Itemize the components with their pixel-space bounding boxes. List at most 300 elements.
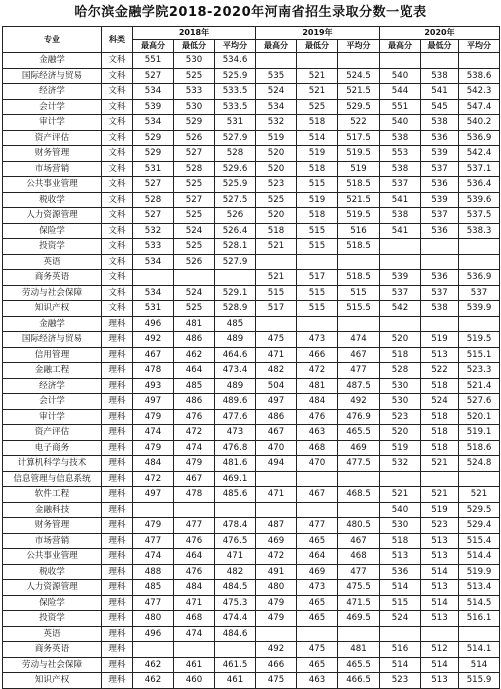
cell-2018-min: 524 bbox=[174, 223, 215, 239]
cell-2019-min: 515 bbox=[297, 285, 338, 301]
cell-2020-avg: 536.9 bbox=[459, 270, 500, 286]
cell-2018-avg: 461.5 bbox=[215, 657, 256, 673]
cell-major: 资产评估 bbox=[3, 130, 102, 146]
cell-2020-min: 523 bbox=[421, 518, 459, 534]
cell-2019-max: 517 bbox=[256, 301, 297, 317]
cell-2018-avg: 534.6 bbox=[215, 53, 256, 69]
table-row bbox=[3, 487, 500, 503]
cell-2019-avg: 465.5 bbox=[338, 657, 380, 673]
cell-category: 理科 bbox=[102, 316, 133, 332]
cell-major: 信息管理与信息系统 bbox=[3, 471, 102, 487]
cell-2020-min: 537 bbox=[421, 161, 459, 177]
cell-category: 理科 bbox=[102, 657, 133, 673]
cell-2019-min: 463 bbox=[297, 673, 338, 689]
cell-2018-max: 474 bbox=[133, 549, 174, 565]
cell-2018-max: 497 bbox=[133, 487, 174, 503]
table-row bbox=[3, 502, 500, 518]
cell-2018-min bbox=[174, 502, 215, 518]
cell-2020-max: 530 bbox=[380, 518, 421, 534]
header-year-2020: 2020年 bbox=[380, 27, 500, 40]
cell-2019-avg: 477 bbox=[338, 564, 380, 580]
cell-2019-avg: 469 bbox=[338, 440, 380, 456]
cell-2019-min bbox=[297, 53, 338, 69]
table-row bbox=[3, 146, 500, 162]
cell-major: 财务管理 bbox=[3, 518, 102, 534]
cell-2020-max bbox=[380, 471, 421, 487]
cell-2018-min: 530 bbox=[174, 53, 215, 69]
cell-2018-avg: 525.9 bbox=[215, 177, 256, 193]
cell-2020-min: 513 bbox=[421, 611, 459, 627]
cell-2019-min: 466 bbox=[297, 347, 338, 363]
cell-2018-avg: 527.9 bbox=[215, 130, 256, 146]
table-row bbox=[3, 564, 500, 580]
cell-category: 文科 bbox=[102, 270, 133, 286]
cell-2020-max: 538 bbox=[380, 161, 421, 177]
cell-2020-avg: 514.5 bbox=[459, 595, 500, 611]
cell-category: 文科 bbox=[102, 53, 133, 69]
cell-2018-avg: 469.1 bbox=[215, 471, 256, 487]
cell-2020-max: 524 bbox=[380, 611, 421, 627]
cell-2019-min: 515 bbox=[297, 239, 338, 255]
cell-2018-max: 477 bbox=[133, 533, 174, 549]
cell-category: 理科 bbox=[102, 673, 133, 689]
cell-2020-avg: 537.1 bbox=[459, 161, 500, 177]
cell-major: 金融科技 bbox=[3, 502, 102, 518]
table-row bbox=[3, 99, 500, 115]
cell-2018-max: 534 bbox=[133, 84, 174, 100]
table-row bbox=[3, 223, 500, 239]
cell-2018-min: 525 bbox=[174, 177, 215, 193]
cell-2018-max: 531 bbox=[133, 301, 174, 317]
cell-major: 金融学 bbox=[3, 53, 102, 69]
cell-2019-avg bbox=[338, 254, 380, 270]
cell-2018-max: 492 bbox=[133, 332, 174, 348]
cell-2020-max: 519 bbox=[380, 440, 421, 456]
cell-2020-min: 513 bbox=[421, 580, 459, 596]
cell-2019-max: 469 bbox=[256, 533, 297, 549]
cell-2020-min: 538 bbox=[421, 115, 459, 131]
cell-2019-max: 521 bbox=[256, 239, 297, 255]
cell-category: 文科 bbox=[102, 177, 133, 193]
cell-category: 理科 bbox=[102, 378, 133, 394]
cell-2018-avg bbox=[215, 502, 256, 518]
cell-2018-min: 476 bbox=[174, 564, 215, 580]
cell-2020-max: 518 bbox=[380, 347, 421, 363]
cell-major: 市场营销 bbox=[3, 161, 102, 177]
cell-category: 文科 bbox=[102, 161, 133, 177]
cell-2018-min: 471 bbox=[174, 595, 215, 611]
cell-2020-avg: 518.6 bbox=[459, 440, 500, 456]
table-row bbox=[3, 270, 500, 286]
cell-major: 国际经济与贸易 bbox=[3, 68, 102, 84]
cell-2019-max: 497 bbox=[256, 394, 297, 410]
cell-2019-min: 515 bbox=[297, 301, 338, 317]
cell-2018-min: 530 bbox=[174, 99, 215, 115]
cell-2019-max: 525 bbox=[256, 192, 297, 208]
cell-2018-max: 529 bbox=[133, 130, 174, 146]
cell-2020-avg: 542.4 bbox=[459, 146, 500, 162]
cell-2018-avg bbox=[215, 642, 256, 658]
cell-2018-max: 467 bbox=[133, 347, 174, 363]
cell-2019-avg: 521.5 bbox=[338, 84, 380, 100]
cell-2020-max: 514 bbox=[380, 580, 421, 596]
cell-category: 理科 bbox=[102, 332, 133, 348]
cell-2020-max: 523 bbox=[380, 409, 421, 425]
cell-2020-avg: 536.9 bbox=[459, 130, 500, 146]
cell-2020-min: 512 bbox=[421, 642, 459, 658]
cell-2019-min: 464 bbox=[297, 549, 338, 565]
cell-2019-avg: 521.5 bbox=[338, 192, 380, 208]
cell-major: 公共事业管理 bbox=[3, 549, 102, 565]
cell-2018-min: 467 bbox=[174, 471, 215, 487]
header-max: 最高分 bbox=[380, 40, 421, 53]
cell-2020-min: 521 bbox=[421, 487, 459, 503]
cell-2020-min: 518 bbox=[421, 440, 459, 456]
cell-2019-avg bbox=[338, 626, 380, 642]
cell-2019-max: 487 bbox=[256, 518, 297, 534]
cell-2019-max bbox=[256, 254, 297, 270]
cell-2020-max: 528 bbox=[380, 363, 421, 379]
cell-category: 理科 bbox=[102, 363, 133, 379]
cell-2019-min: 476 bbox=[297, 409, 338, 425]
cell-2020-min bbox=[421, 471, 459, 487]
cell-2018-min: 525 bbox=[174, 208, 215, 224]
table-row bbox=[3, 130, 500, 146]
cell-category: 理科 bbox=[102, 564, 133, 580]
cell-2020-min: 538 bbox=[421, 68, 459, 84]
cell-2020-max: 518 bbox=[380, 533, 421, 549]
cell-2019-avg bbox=[338, 502, 380, 518]
cell-2018-min: 524 bbox=[174, 285, 215, 301]
cell-major: 投资学 bbox=[3, 239, 102, 255]
cell-2020-avg: 529.4 bbox=[459, 518, 500, 534]
cell-category: 文科 bbox=[102, 239, 133, 255]
table-row bbox=[3, 595, 500, 611]
cell-category: 理科 bbox=[102, 347, 133, 363]
cell-category: 文科 bbox=[102, 146, 133, 162]
cell-major: 财务管理 bbox=[3, 146, 102, 162]
cell-category: 理科 bbox=[102, 580, 133, 596]
cell-2020-min: 541 bbox=[421, 84, 459, 100]
cell-2019-min bbox=[297, 254, 338, 270]
cell-2018-avg: 489 bbox=[215, 378, 256, 394]
cell-2019-min: 473 bbox=[297, 332, 338, 348]
cell-2018-min: 525 bbox=[174, 239, 215, 255]
cell-category: 理科 bbox=[102, 595, 133, 611]
cell-2018-min: 484 bbox=[174, 580, 215, 596]
cell-2019-avg bbox=[338, 471, 380, 487]
cell-2019-min: 477 bbox=[297, 518, 338, 534]
cell-2020-avg: 537.5 bbox=[459, 208, 500, 224]
cell-2019-avg: 518.5 bbox=[338, 177, 380, 193]
table-row bbox=[3, 673, 500, 689]
cell-2020-avg: 514.4 bbox=[459, 549, 500, 565]
cell-2018-max: 551 bbox=[133, 53, 174, 69]
cell-2019-avg: 518.5 bbox=[338, 270, 380, 286]
cell-2018-max: 534 bbox=[133, 254, 174, 270]
cell-2019-avg: 467 bbox=[338, 533, 380, 549]
cell-2018-min: 474 bbox=[174, 626, 215, 642]
cell-2018-avg: 527.9 bbox=[215, 254, 256, 270]
cell-major: 电子商务 bbox=[3, 440, 102, 456]
table-row bbox=[3, 208, 500, 224]
cell-major: 会计学 bbox=[3, 394, 102, 410]
document-title: 哈尔滨金融学院2018-2020年河南省招生录取分数一览表 bbox=[74, 5, 427, 20]
cell-2018-min: 460 bbox=[174, 673, 215, 689]
cell-major: 税收学 bbox=[3, 192, 102, 208]
cell-2019-max: 486 bbox=[256, 409, 297, 425]
cell-2020-avg: 519.9 bbox=[459, 564, 500, 580]
cell-2019-max: 492 bbox=[256, 642, 297, 658]
cell-2020-avg: 527.6 bbox=[459, 394, 500, 410]
cell-2020-min bbox=[421, 53, 459, 69]
cell-category: 理科 bbox=[102, 642, 133, 658]
cell-2020-min bbox=[421, 626, 459, 642]
cell-2020-min: 536 bbox=[421, 130, 459, 146]
cell-2018-min bbox=[174, 270, 215, 286]
cell-2019-max: 520 bbox=[256, 208, 297, 224]
cell-2019-avg: 524.5 bbox=[338, 68, 380, 84]
cell-2019-max: 472 bbox=[256, 549, 297, 565]
cell-2019-min: 469 bbox=[297, 564, 338, 580]
cell-2018-max: 527 bbox=[133, 208, 174, 224]
cell-2019-max bbox=[256, 53, 297, 69]
cell-2018-min: 472 bbox=[174, 425, 215, 441]
cell-2019-avg: 477.5 bbox=[338, 456, 380, 472]
cell-2020-max: 532 bbox=[380, 456, 421, 472]
cell-2019-max: 532 bbox=[256, 115, 297, 131]
cell-major: 英语 bbox=[3, 626, 102, 642]
cell-2020-max: 520 bbox=[380, 332, 421, 348]
cell-2019-min: 470 bbox=[297, 456, 338, 472]
table-row bbox=[3, 301, 500, 317]
cell-2018-avg: 476.8 bbox=[215, 440, 256, 456]
table-row bbox=[3, 316, 500, 332]
cell-2018-min: 526 bbox=[174, 130, 215, 146]
cell-major: 英语 bbox=[3, 254, 102, 270]
cell-2018-min: 476 bbox=[174, 533, 215, 549]
cell-2018-max: 474 bbox=[133, 425, 174, 441]
table-row bbox=[3, 177, 500, 193]
cell-2020-max: 541 bbox=[380, 223, 421, 239]
cell-2018-max: 527 bbox=[133, 177, 174, 193]
cell-2018-min: 468 bbox=[174, 611, 215, 627]
cell-2018-avg: 529.1 bbox=[215, 285, 256, 301]
cell-2020-max bbox=[380, 254, 421, 270]
cell-2018-avg bbox=[215, 270, 256, 286]
cell-2019-avg: 518.5 bbox=[338, 239, 380, 255]
cell-2018-max: 479 bbox=[133, 440, 174, 456]
cell-major: 保险学 bbox=[3, 595, 102, 611]
cell-major: 信用管理 bbox=[3, 347, 102, 363]
cell-2018-avg: 525.9 bbox=[215, 68, 256, 84]
cell-2019-max: 475 bbox=[256, 332, 297, 348]
cell-2019-avg: 517.5 bbox=[338, 130, 380, 146]
cell-2019-min: 518 bbox=[297, 161, 338, 177]
cell-2020-min: 536 bbox=[421, 223, 459, 239]
cell-major: 人力资源管理 bbox=[3, 580, 102, 596]
cell-2019-min: 519 bbox=[297, 192, 338, 208]
cell-category: 理科 bbox=[102, 549, 133, 565]
cell-2019-min: 518 bbox=[297, 115, 338, 131]
cell-2019-avg: 471.5 bbox=[338, 595, 380, 611]
cell-2018-min: 478 bbox=[174, 487, 215, 503]
table-row bbox=[3, 626, 500, 642]
cell-category: 理科 bbox=[102, 502, 133, 518]
cell-2018-max: 529 bbox=[133, 146, 174, 162]
cell-2018-min: 464 bbox=[174, 549, 215, 565]
cell-2019-min: 463 bbox=[297, 425, 338, 441]
admission-scores-table bbox=[2, 26, 500, 689]
table-row bbox=[3, 611, 500, 627]
cell-2018-max: 527 bbox=[133, 68, 174, 84]
cell-category: 文科 bbox=[102, 84, 133, 100]
cell-category: 文科 bbox=[102, 285, 133, 301]
cell-2019-avg: 487.5 bbox=[338, 378, 380, 394]
cell-2018-avg: 477.6 bbox=[215, 409, 256, 425]
cell-2020-min: 518 bbox=[421, 409, 459, 425]
cell-2020-max: 530 bbox=[380, 394, 421, 410]
cell-2019-avg: 480.5 bbox=[338, 518, 380, 534]
cell-2020-max: 538 bbox=[380, 130, 421, 146]
cell-category: 理科 bbox=[102, 518, 133, 534]
header-max: 最高分 bbox=[256, 40, 297, 53]
cell-2020-max: 515 bbox=[380, 595, 421, 611]
cell-major: 保险学 bbox=[3, 223, 102, 239]
cell-2020-max: 537 bbox=[380, 177, 421, 193]
cell-2019-min: 465 bbox=[297, 595, 338, 611]
cell-major: 投资学 bbox=[3, 611, 102, 627]
cell-2020-min: 518 bbox=[421, 425, 459, 441]
cell-major: 金融工程 bbox=[3, 363, 102, 379]
cell-2018-min: 485 bbox=[174, 378, 215, 394]
cell-2018-avg: 475.3 bbox=[215, 595, 256, 611]
cell-2018-max: 532 bbox=[133, 223, 174, 239]
cell-2018-min: 526 bbox=[174, 254, 215, 270]
cell-category: 文科 bbox=[102, 130, 133, 146]
cell-2020-avg: 536.4 bbox=[459, 177, 500, 193]
cell-2020-max: 514 bbox=[380, 657, 421, 673]
cell-2019-max: 520 bbox=[256, 146, 297, 162]
cell-2020-max: 513 bbox=[380, 549, 421, 565]
table-row bbox=[3, 347, 500, 363]
cell-2018-min: 486 bbox=[174, 332, 215, 348]
cell-2019-min: 465 bbox=[297, 533, 338, 549]
cell-2020-max: 544 bbox=[380, 84, 421, 100]
cell-2019-avg: 522 bbox=[338, 115, 380, 131]
table-row bbox=[3, 642, 500, 658]
cell-2018-max: 496 bbox=[133, 316, 174, 332]
cell-2018-max bbox=[133, 270, 174, 286]
cell-2020-min: 524 bbox=[421, 394, 459, 410]
cell-major: 市场营销 bbox=[3, 533, 102, 549]
cell-2018-max: 531 bbox=[133, 161, 174, 177]
cell-2019-max: 519 bbox=[256, 130, 297, 146]
table-row bbox=[3, 285, 500, 301]
cell-2020-max: 520 bbox=[380, 425, 421, 441]
table-row bbox=[3, 580, 500, 596]
cell-2020-avg: 515.9 bbox=[459, 673, 500, 689]
cell-2019-max: 535 bbox=[256, 68, 297, 84]
cell-2018-max: 528 bbox=[133, 192, 174, 208]
cell-2020-avg: 515.4 bbox=[459, 533, 500, 549]
cell-2019-max: 482 bbox=[256, 363, 297, 379]
cell-2018-min: 461 bbox=[174, 657, 215, 673]
cell-2020-min: 518 bbox=[421, 378, 459, 394]
cell-2020-min: 513 bbox=[421, 549, 459, 565]
cell-2019-max: 494 bbox=[256, 456, 297, 472]
cell-category: 文科 bbox=[102, 208, 133, 224]
cell-2020-avg: 540.2 bbox=[459, 115, 500, 131]
table-row bbox=[3, 456, 500, 472]
cell-2020-min: 539 bbox=[421, 192, 459, 208]
cell-category: 文科 bbox=[102, 99, 133, 115]
cell-major: 审计学 bbox=[3, 409, 102, 425]
cell-2020-max bbox=[380, 626, 421, 642]
table-row bbox=[3, 239, 500, 255]
header-avg: 平均分 bbox=[459, 40, 500, 53]
cell-2020-min: 513 bbox=[421, 673, 459, 689]
cell-2018-min: 464 bbox=[174, 363, 215, 379]
cell-category: 理科 bbox=[102, 409, 133, 425]
cell-2019-max: 521 bbox=[256, 270, 297, 286]
table-row bbox=[3, 425, 500, 441]
cell-2018-avg: 478.4 bbox=[215, 518, 256, 534]
cell-2020-avg: 523.3 bbox=[459, 363, 500, 379]
cell-2018-min: 476 bbox=[174, 409, 215, 425]
header-category: 科类 bbox=[102, 27, 133, 53]
cell-2019-avg: 519.5 bbox=[338, 146, 380, 162]
cell-2018-max: 496 bbox=[133, 626, 174, 642]
cell-2018-avg: 526 bbox=[215, 208, 256, 224]
cell-2018-min bbox=[174, 642, 215, 658]
cell-2018-min: 529 bbox=[174, 115, 215, 131]
cell-2018-max: 484 bbox=[133, 456, 174, 472]
cell-2018-max: 488 bbox=[133, 564, 174, 580]
cell-2019-min: 467 bbox=[297, 487, 338, 503]
cell-2020-max: 541 bbox=[380, 192, 421, 208]
cell-2018-avg: 473.4 bbox=[215, 363, 256, 379]
cell-2019-avg: 467 bbox=[338, 347, 380, 363]
cell-2018-max: 462 bbox=[133, 673, 174, 689]
table-row bbox=[3, 518, 500, 534]
cell-2018-min: 527 bbox=[174, 146, 215, 162]
cell-2020-avg: 539.9 bbox=[459, 301, 500, 317]
cell-2019-max: 471 bbox=[256, 487, 297, 503]
cell-2018-max: 478 bbox=[133, 363, 174, 379]
cell-2019-min: 481 bbox=[297, 378, 338, 394]
cell-2018-avg: 533.5 bbox=[215, 99, 256, 115]
cell-2020-avg: 521.4 bbox=[459, 378, 500, 394]
cell-2020-avg: 514.1 bbox=[459, 642, 500, 658]
cell-2018-min: 528 bbox=[174, 161, 215, 177]
cell-2019-avg: 477 bbox=[338, 363, 380, 379]
cell-2020-avg: 514 bbox=[459, 657, 500, 673]
cell-2018-max: 534 bbox=[133, 285, 174, 301]
cell-2020-avg bbox=[459, 626, 500, 642]
cell-2019-max: 524 bbox=[256, 84, 297, 100]
cell-2019-min: 519 bbox=[297, 146, 338, 162]
cell-major: 会计学 bbox=[3, 99, 102, 115]
cell-major: 经济学 bbox=[3, 84, 102, 100]
cell-2018-avg: 489.6 bbox=[215, 394, 256, 410]
cell-2020-avg: 529.5 bbox=[459, 502, 500, 518]
cell-category: 文科 bbox=[102, 223, 133, 239]
cell-2020-avg: 538.6 bbox=[459, 68, 500, 84]
cell-2020-min: 522 bbox=[421, 363, 459, 379]
cell-2020-max bbox=[380, 239, 421, 255]
cell-2020-max: 542 bbox=[380, 301, 421, 317]
